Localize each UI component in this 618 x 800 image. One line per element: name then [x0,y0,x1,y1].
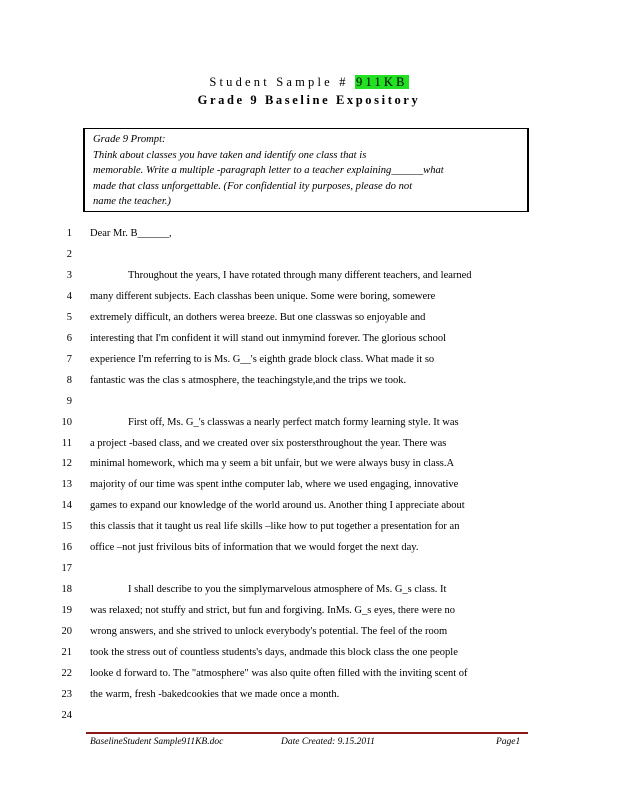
line-number: 7 [66,353,72,365]
line-number: 9 [66,395,72,407]
line-number: 23 [61,688,72,700]
letter-line: interesting that I'm confident it will stand out inmymind forever. The glorious school [90,332,447,344]
line-number: 5 [66,311,72,323]
footer-filename: BaselineStudent Sample911KB.doc [90,737,224,747]
letter-line: games to expand our knowledge of the world around us. Another thing I appreciate about [90,500,465,512]
letter-line: the warm, fresh -bakedcookies that we made once a month. [90,688,340,700]
line-number: 11 [61,437,72,449]
line-number: 1 [66,228,72,239]
letter-line: First off, Ms. G_'s classwas a nearly perfect match formy learning style. It was [128,416,459,428]
line-number: 4 [66,290,72,302]
document-title [0,75,618,90]
line-number: 2 [66,248,72,260]
letter-line: fantastic was the clas s atmosphere, the teachingstyle,and the trips we took. [90,374,407,386]
letter-line: wrong answers, and she strived to unlock everybody's potential. The feel of the room [90,626,448,637]
letter-line: Throughout the years, I have rotated through many different teachers, and learned [128,269,472,281]
line-number: 3 [66,269,72,281]
line-number: 17 [61,563,72,575]
letter-line: took the stress out of countless students's days, andmade this block class the one people [90,647,458,658]
line-number: 21 [61,647,72,658]
line-number: 10 [61,416,72,428]
letter-line: majority of our time was spent inthe computer lab, where we used engaging, innovative [90,479,459,491]
letter-line: this classis that it taught us real life skills –like how to put together a presentation for an [90,521,460,533]
line-number: 19 [61,605,72,617]
prompt-line: made that class unforgettable. (For confidential ity purposes, please do not [93,180,413,192]
line-number: 14 [61,500,72,512]
letter-line: a project -based class, and we created over six postersthroughout the year. There was [90,437,447,449]
prompt-line: memorable. Write a multiple -paragraph letter to a teacher explaining______what [93,165,444,176]
title-prefix: Student Sample # [209,75,356,89]
line-number: 20 [61,626,72,637]
prompt-box [83,128,529,212]
document-subtitle: Grade 9 Baseline Expository [197,93,421,107]
letter-line: minimal homework, which ma y seem a bit unfair, but we were always busy in class.A [90,458,455,470]
line-number: 13 [61,479,72,491]
line-number: 24 [61,709,72,721]
letter-line: was relaxed; not stuffy and strict, but fun and forgiving. InMs. G_s eyes, there were no [90,605,455,617]
letter-line: office –not just frivilous bits of information that we would forget the next day. [90,542,419,554]
prompt-line: name the teacher.) [93,196,171,207]
title-code-highlight: 911KB [356,75,408,89]
line-number: 15 [61,521,72,533]
footer-date: Date Created: 9.15.2011 [281,737,375,747]
letter-line: Dear Mr. B______, [90,228,172,239]
letter-line: looke d forward to. The "atmosphere" was also quite often filled with the inviting scent of [90,668,468,679]
footer-page: Page1 [496,737,521,747]
letter-line: experience I'm referring to is Ms. G__'s eighth grade block class. What made it so [90,353,435,365]
line-number: 16 [61,542,72,554]
line-number: 12 [61,458,72,470]
prompt-line: Think about classes you have taken and identify one class that is [93,149,367,161]
letter-line: I shall describe to you the simplymarvelous atmosphere of Ms. G_s class. It [128,584,447,596]
prompt-line: Grade 9 Prompt: [93,134,166,145]
letter-line: extremely difficult, an dothers werea breeze. But one classwas so enjoyable and [90,311,426,323]
line-number: 22 [61,668,72,679]
line-number: 18 [61,584,72,596]
footer-rule [86,732,528,734]
letter-line: many different subjects. Each classhas been unique. Some were boring, somewere [90,290,436,302]
line-number: 8 [66,374,72,386]
line-number: 6 [66,332,72,344]
